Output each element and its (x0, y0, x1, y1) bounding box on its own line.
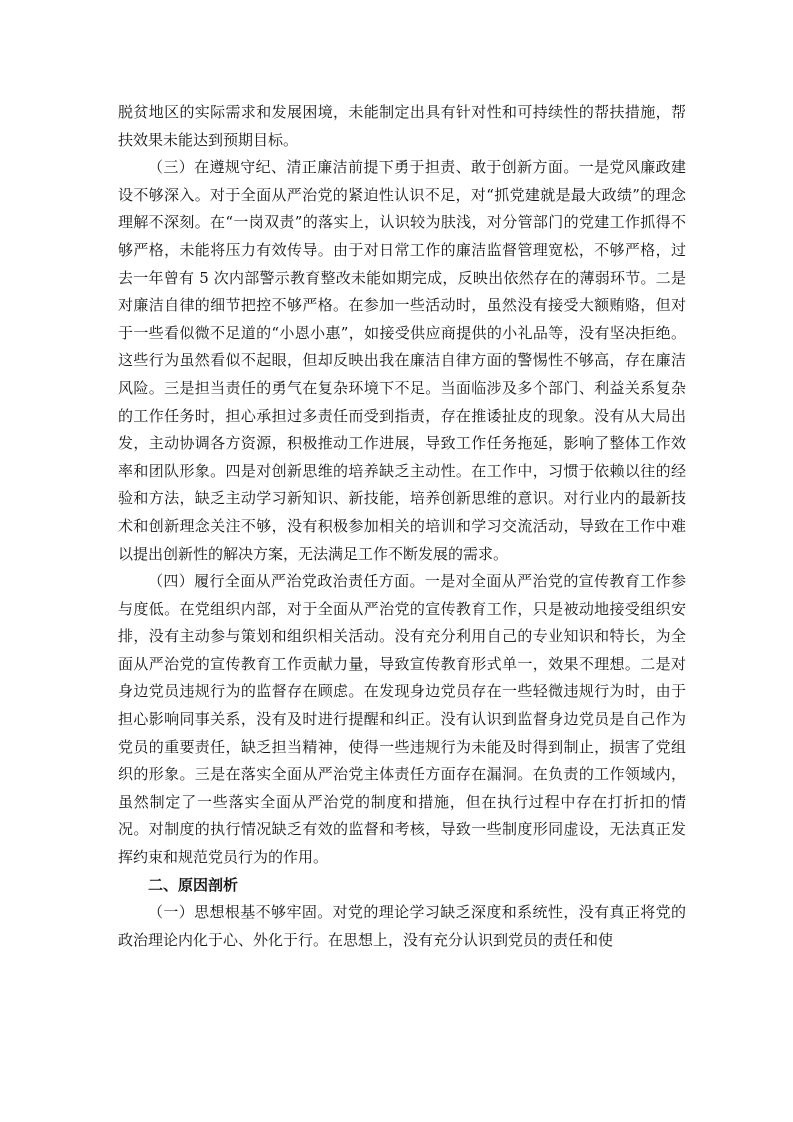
paragraph-cause-1: （一）思想根基不够牢固。对党的理论学习缺乏深度和系统性，没有真正将党的政治理论内化于心、外化于行。在思想上，没有充分认识到党员的责任和使 (118, 903, 686, 949)
paragraph-section-4: （四）履行全面从严治党政治责任方面。一是对全面从严治党的宣传教育工作参与度低。在党组织内部，对于全面从严治党的宣传教育工作，只是被动地接受组织安排，没有主动参与策划和组织相关活动。没有充分利用自己的专业知识和特长，为全面从严治党的宣传教育工作贡献力量，导致宣传教育形式单一，效果不理想。二是对身边党员违规行为的监督存在顾虑。在发现身边党员存在一些轻微违规行为时，由于担心影响同事关系，没有及时进行提醒和纠正。没有认识到监督身边党员是自己作为党员的重要责任，缺乏担当精神，使得一些违规行为未能及时得到制止，损害了党组织的形象。三是在落实全面从严治党主体责任方面存在漏洞。在负责的工作领域内，虽然制定了一些落实全面从严治党的制度和措施，但在执行过程中存在打折扣的情况。对制度的执行情况缺乏有效的监督和考核，导致一些制度形同虚设，无法真正发挥约束和规范党员行为的作用。 (118, 572, 686, 867)
document-body (118, 99, 686, 954)
paragraph-section-3: （三）在遵规守纪、清正廉洁前提下勇于担责、敢于创新方面。一是党风廉政建设不够深入。对于全面从严治党的紧迫性认识不足，对“抓党建就是最大政绩”的理念理解不深刻。在“一岗双责”的落实上，认识较为肤浅，对分管部门的党建工作抓得不够严格，未能将压力有效传导。由于对日常工作的廉洁监督管理宽松，不够严格，过去一年曾有 5 次内部警示教育整改未能如期完成，反映出依然存在的薄弱环节。二是对廉洁自律的细节把控不够严格。在参加一些活动时，虽然没有接受大额贿赂，但对于一些看似微不足道的“小恩小惠”，如接受供应商提供的小礼品等，没有坚决拒绝。这些行为虽然看似不起眼，但却反映出我在廉洁自律方面的警惕性不够高，存在廉洁风险。三是担当责任的勇气在复杂环境下不足。当面临涉及多个部门、利益关系复杂的工作任务时，担心承担过多责任而受到指责，存在推诿扯皮的现象。没有从大局出发，主动协调各方资源，积极推动工作进展，导致工作任务拖延，影响了整体工作效率和团队形象。四是对创新思维的培养缺乏主动性。在工作中，习惯于依赖以往的经验和方法，缺乏主动学习新知识、新技能，培养创新思维的意识。对行业内的最新技术和创新理念关注不够，没有积极参加相关的培训和学习交流活动，导致在工作中难以提出创新性的解决方案，无法满足工作不断发展的需求。 (118, 158, 686, 563)
section-heading: 二、原因剖析 (148, 875, 239, 894)
paragraph-continuation: 脱贫地区的实际需求和发展困境，未能制定出具有针对性和可持续性的帮扶措施，帮扶效果未能达到预期目标。 (118, 103, 686, 149)
